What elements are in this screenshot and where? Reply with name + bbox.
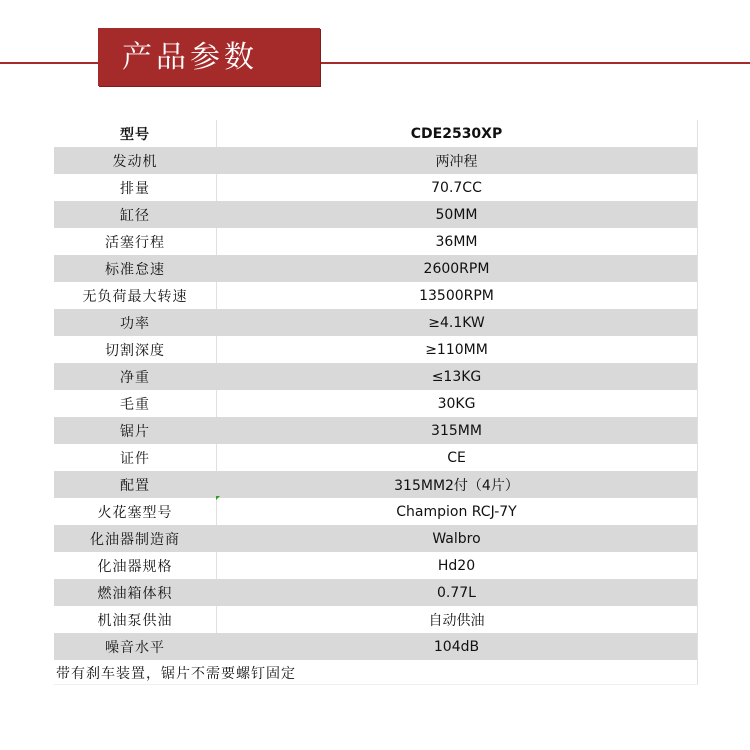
- spec-label: 无负荷最大转速: [82, 288, 188, 305]
- spec-row: [54, 390, 697, 417]
- cell-marker: [216, 496, 220, 500]
- spec-value: 两冲程: [435, 153, 478, 170]
- spec-row: [54, 633, 697, 660]
- spec-value: 36MM: [435, 233, 478, 250]
- footnote: 带有刹车装置，锯片不需要螺钉固定: [56, 666, 296, 682]
- spec-label: 噪音水平: [105, 639, 165, 656]
- spec-label: 化油器制造商: [90, 531, 180, 548]
- spec-row: [54, 579, 697, 606]
- spec-value: 自动供油: [428, 612, 485, 629]
- spec-label: 功率: [120, 315, 150, 332]
- spec-label: 切割深度: [105, 342, 165, 359]
- spec-row: [54, 552, 697, 579]
- table-header-row: [54, 120, 697, 147]
- spec-row: [54, 255, 697, 282]
- spec-value: ≥110MM: [425, 341, 488, 358]
- spec-label: 标准怠速: [105, 261, 165, 278]
- spec-label: 缸径: [120, 207, 150, 224]
- spec-label: 配置: [120, 477, 150, 494]
- spec-label: 净重: [120, 369, 150, 386]
- spec-row: [54, 228, 697, 255]
- spec-value: 13500RPM: [419, 287, 494, 304]
- spec-value: 315MM2付（4片）: [394, 477, 519, 494]
- spec-label: 发动机: [112, 153, 158, 170]
- spec-value: ≤13KG: [431, 368, 482, 385]
- spec-value: 50MM: [435, 206, 478, 223]
- spec-row: [54, 417, 697, 444]
- spec-row: [54, 471, 697, 498]
- spec-value: 315MM: [431, 422, 482, 439]
- spec-value: Walbro: [432, 530, 481, 547]
- page-title: 产品参数: [122, 40, 258, 75]
- spec-value: Champion RCJ-7Y: [396, 503, 517, 520]
- spec-value: ≥4.1KW: [428, 314, 485, 331]
- spec-row: [54, 525, 697, 552]
- spec-row: [54, 201, 697, 228]
- footnote-rule: [54, 684, 698, 685]
- model-label: 型号: [120, 126, 150, 143]
- spec-row: [54, 174, 697, 201]
- spec-row: [54, 444, 697, 471]
- spec-row: [54, 606, 697, 633]
- spec-label: 毛重: [120, 396, 150, 413]
- spec-label: 火花塞型号: [97, 504, 173, 521]
- spec-value: 104dB: [433, 638, 480, 655]
- spec-table: [54, 120, 697, 660]
- spec-label: 排量: [120, 180, 150, 197]
- spec-value: CE: [447, 449, 466, 466]
- table-right-border: [697, 120, 698, 685]
- spec-label: 活塞行程: [105, 234, 165, 251]
- spec-value: 70.7CC: [431, 179, 482, 196]
- spec-row: [54, 336, 697, 363]
- spec-row: [54, 309, 697, 336]
- spec-label: 化油器规格: [97, 558, 173, 575]
- spec-row: [54, 282, 697, 309]
- spec-label: 机油泵供油: [97, 612, 173, 629]
- model-value: CDE2530XP: [410, 125, 503, 142]
- spec-row: [54, 147, 697, 174]
- spec-value: 0.77L: [437, 584, 476, 601]
- spec-row: [54, 498, 697, 525]
- spec-label: 证件: [120, 450, 150, 467]
- spec-value: Hd20: [437, 557, 476, 574]
- spec-value: 30KG: [437, 395, 476, 412]
- spec-label: 锯片: [120, 423, 150, 440]
- spec-label: 燃油箱体积: [97, 585, 173, 602]
- spec-row: [54, 363, 697, 390]
- spec-value: 2600RPM: [423, 260, 490, 277]
